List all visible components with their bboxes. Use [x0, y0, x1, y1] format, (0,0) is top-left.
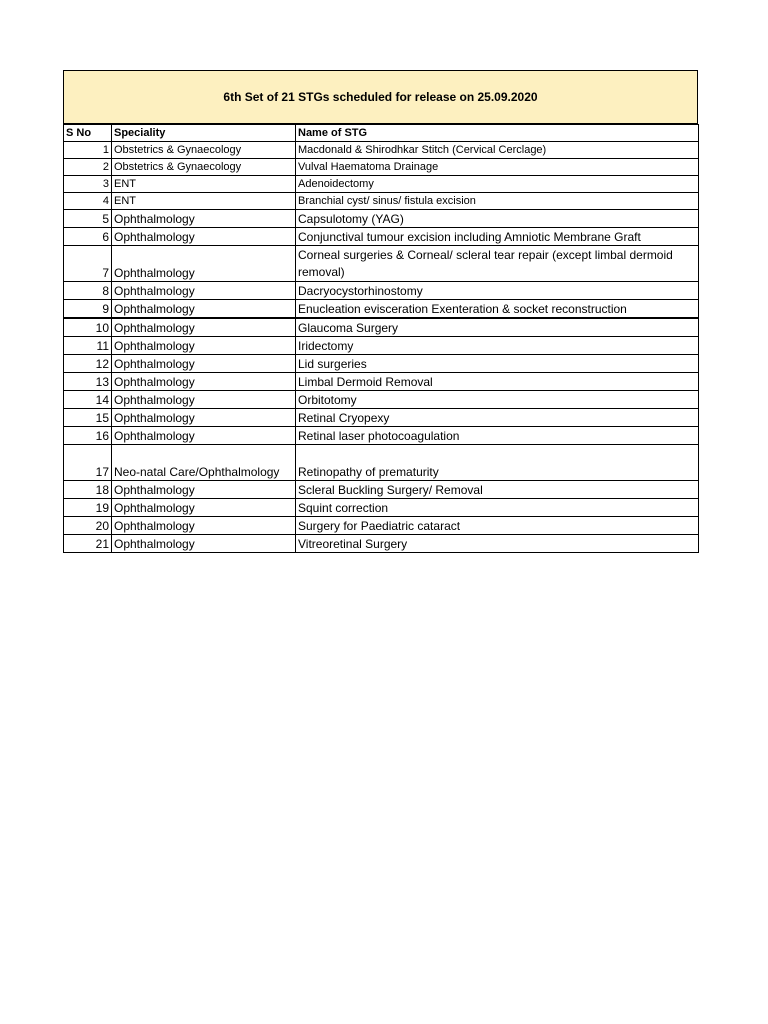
table-row [64, 228, 699, 246]
cell-sno: 20 [64, 517, 112, 535]
cell-sno: 4 [64, 193, 112, 210]
cell-sno: 19 [64, 499, 112, 517]
cell-speciality: Ophthalmology [112, 535, 296, 553]
cell-name: Iridectomy [296, 337, 699, 355]
cell-sno: 13 [64, 373, 112, 391]
cell-sno: 2 [64, 159, 112, 176]
cell-name: Limbal Dermoid Removal [296, 373, 699, 391]
cell-speciality: Ophthalmology [112, 228, 296, 246]
cell-sno: 5 [64, 210, 112, 228]
table-row [64, 318, 699, 337]
cell-name: Scleral Buckling Surgery/ Removal [296, 481, 699, 499]
cell-sno: 6 [64, 228, 112, 246]
cell-speciality: Ophthalmology [112, 210, 296, 228]
table-row [64, 535, 699, 553]
table-row [64, 481, 699, 499]
table-row [64, 159, 699, 176]
cell-sno: 12 [64, 355, 112, 373]
cell-speciality: Ophthalmology [112, 318, 296, 337]
cell-speciality: ENT [112, 176, 296, 193]
cell-sno: 15 [64, 409, 112, 427]
cell-name: Orbitotomy [296, 391, 699, 409]
cell-speciality: Ophthalmology [112, 300, 296, 319]
cell-sno: 17 [64, 445, 112, 481]
cell-speciality: Ophthalmology [112, 499, 296, 517]
cell-speciality: ENT [112, 193, 296, 210]
sheet-title: 6th Set of 21 STGs scheduled for release on 25.09.2020 [63, 70, 698, 124]
table-row [64, 142, 699, 159]
header-name: Name of STG [296, 125, 699, 142]
table-row [64, 246, 699, 282]
cell-sno: 9 [64, 300, 112, 319]
table-row [64, 282, 699, 300]
cell-name: Capsulotomy (YAG) [296, 210, 699, 228]
cell-name: Corneal surgeries & Corneal/ scleral tear repair (except limbal dermoid removal) [296, 246, 699, 282]
cell-name: Squint correction [296, 499, 699, 517]
table-row [64, 517, 699, 535]
cell-speciality: Obstetrics & Gynaecology [112, 142, 296, 159]
table-row [64, 210, 699, 228]
table-row [64, 445, 699, 481]
cell-name: Branchial cyst/ sinus/ fistula excision [296, 193, 699, 210]
cell-speciality: Ophthalmology [112, 246, 296, 282]
cell-sno: 18 [64, 481, 112, 499]
cell-sno: 11 [64, 337, 112, 355]
cell-sno: 8 [64, 282, 112, 300]
cell-name: Conjunctival tumour excision including Amniotic Membrane Graft [296, 228, 699, 246]
cell-speciality: Ophthalmology [112, 355, 296, 373]
cell-name: Dacryocystorhinostomy [296, 282, 699, 300]
table-row [64, 337, 699, 355]
cell-name: Retinal laser photocoagulation [296, 427, 699, 445]
cell-name: Surgery for Paediatric cataract [296, 517, 699, 535]
table-row [64, 391, 699, 409]
cell-name: Enucleation evisceration Exenteration & socket reconstruction [296, 300, 699, 319]
cell-speciality: Ophthalmology [112, 373, 296, 391]
cell-speciality: Ophthalmology [112, 409, 296, 427]
table-row [64, 355, 699, 373]
table-row [64, 176, 699, 193]
cell-name: Retinal Cryopexy [296, 409, 699, 427]
cell-speciality: Ophthalmology [112, 391, 296, 409]
table-row [64, 373, 699, 391]
cell-sno: 3 [64, 176, 112, 193]
cell-name: Vitreoretinal Surgery [296, 535, 699, 553]
cell-name: Vulval Haematoma Drainage [296, 159, 699, 176]
table-row [64, 300, 699, 319]
cell-name: Macdonald & Shirodhkar Stitch (Cervical Cerclage) [296, 142, 699, 159]
cell-speciality: Obstetrics & Gynaecology [112, 159, 296, 176]
cell-sno: 14 [64, 391, 112, 409]
table-row [64, 409, 699, 427]
cell-speciality: Ophthalmology [112, 337, 296, 355]
table-row [64, 193, 699, 210]
cell-speciality: Neo-natal Care/Ophthalmology [112, 445, 296, 481]
cell-name: Lid surgeries [296, 355, 699, 373]
cell-speciality: Ophthalmology [112, 517, 296, 535]
cell-speciality: Ophthalmology [112, 282, 296, 300]
cell-sno: 7 [64, 246, 112, 282]
stg-sheet [63, 70, 698, 553]
cell-sno: 1 [64, 142, 112, 159]
table-header-row [64, 125, 699, 142]
cell-speciality: Ophthalmology [112, 481, 296, 499]
cell-name: Retinopathy of prematurity [296, 445, 699, 481]
cell-sno: 10 [64, 318, 112, 337]
cell-speciality: Ophthalmology [112, 427, 296, 445]
table-row [64, 427, 699, 445]
header-speciality: Speciality [112, 125, 296, 142]
cell-name: Adenoidectomy [296, 176, 699, 193]
table-row [64, 499, 699, 517]
cell-name: Glaucoma Surgery [296, 318, 699, 337]
header-sno: S No [64, 125, 112, 142]
cell-sno: 21 [64, 535, 112, 553]
stg-table [63, 124, 699, 553]
cell-sno: 16 [64, 427, 112, 445]
